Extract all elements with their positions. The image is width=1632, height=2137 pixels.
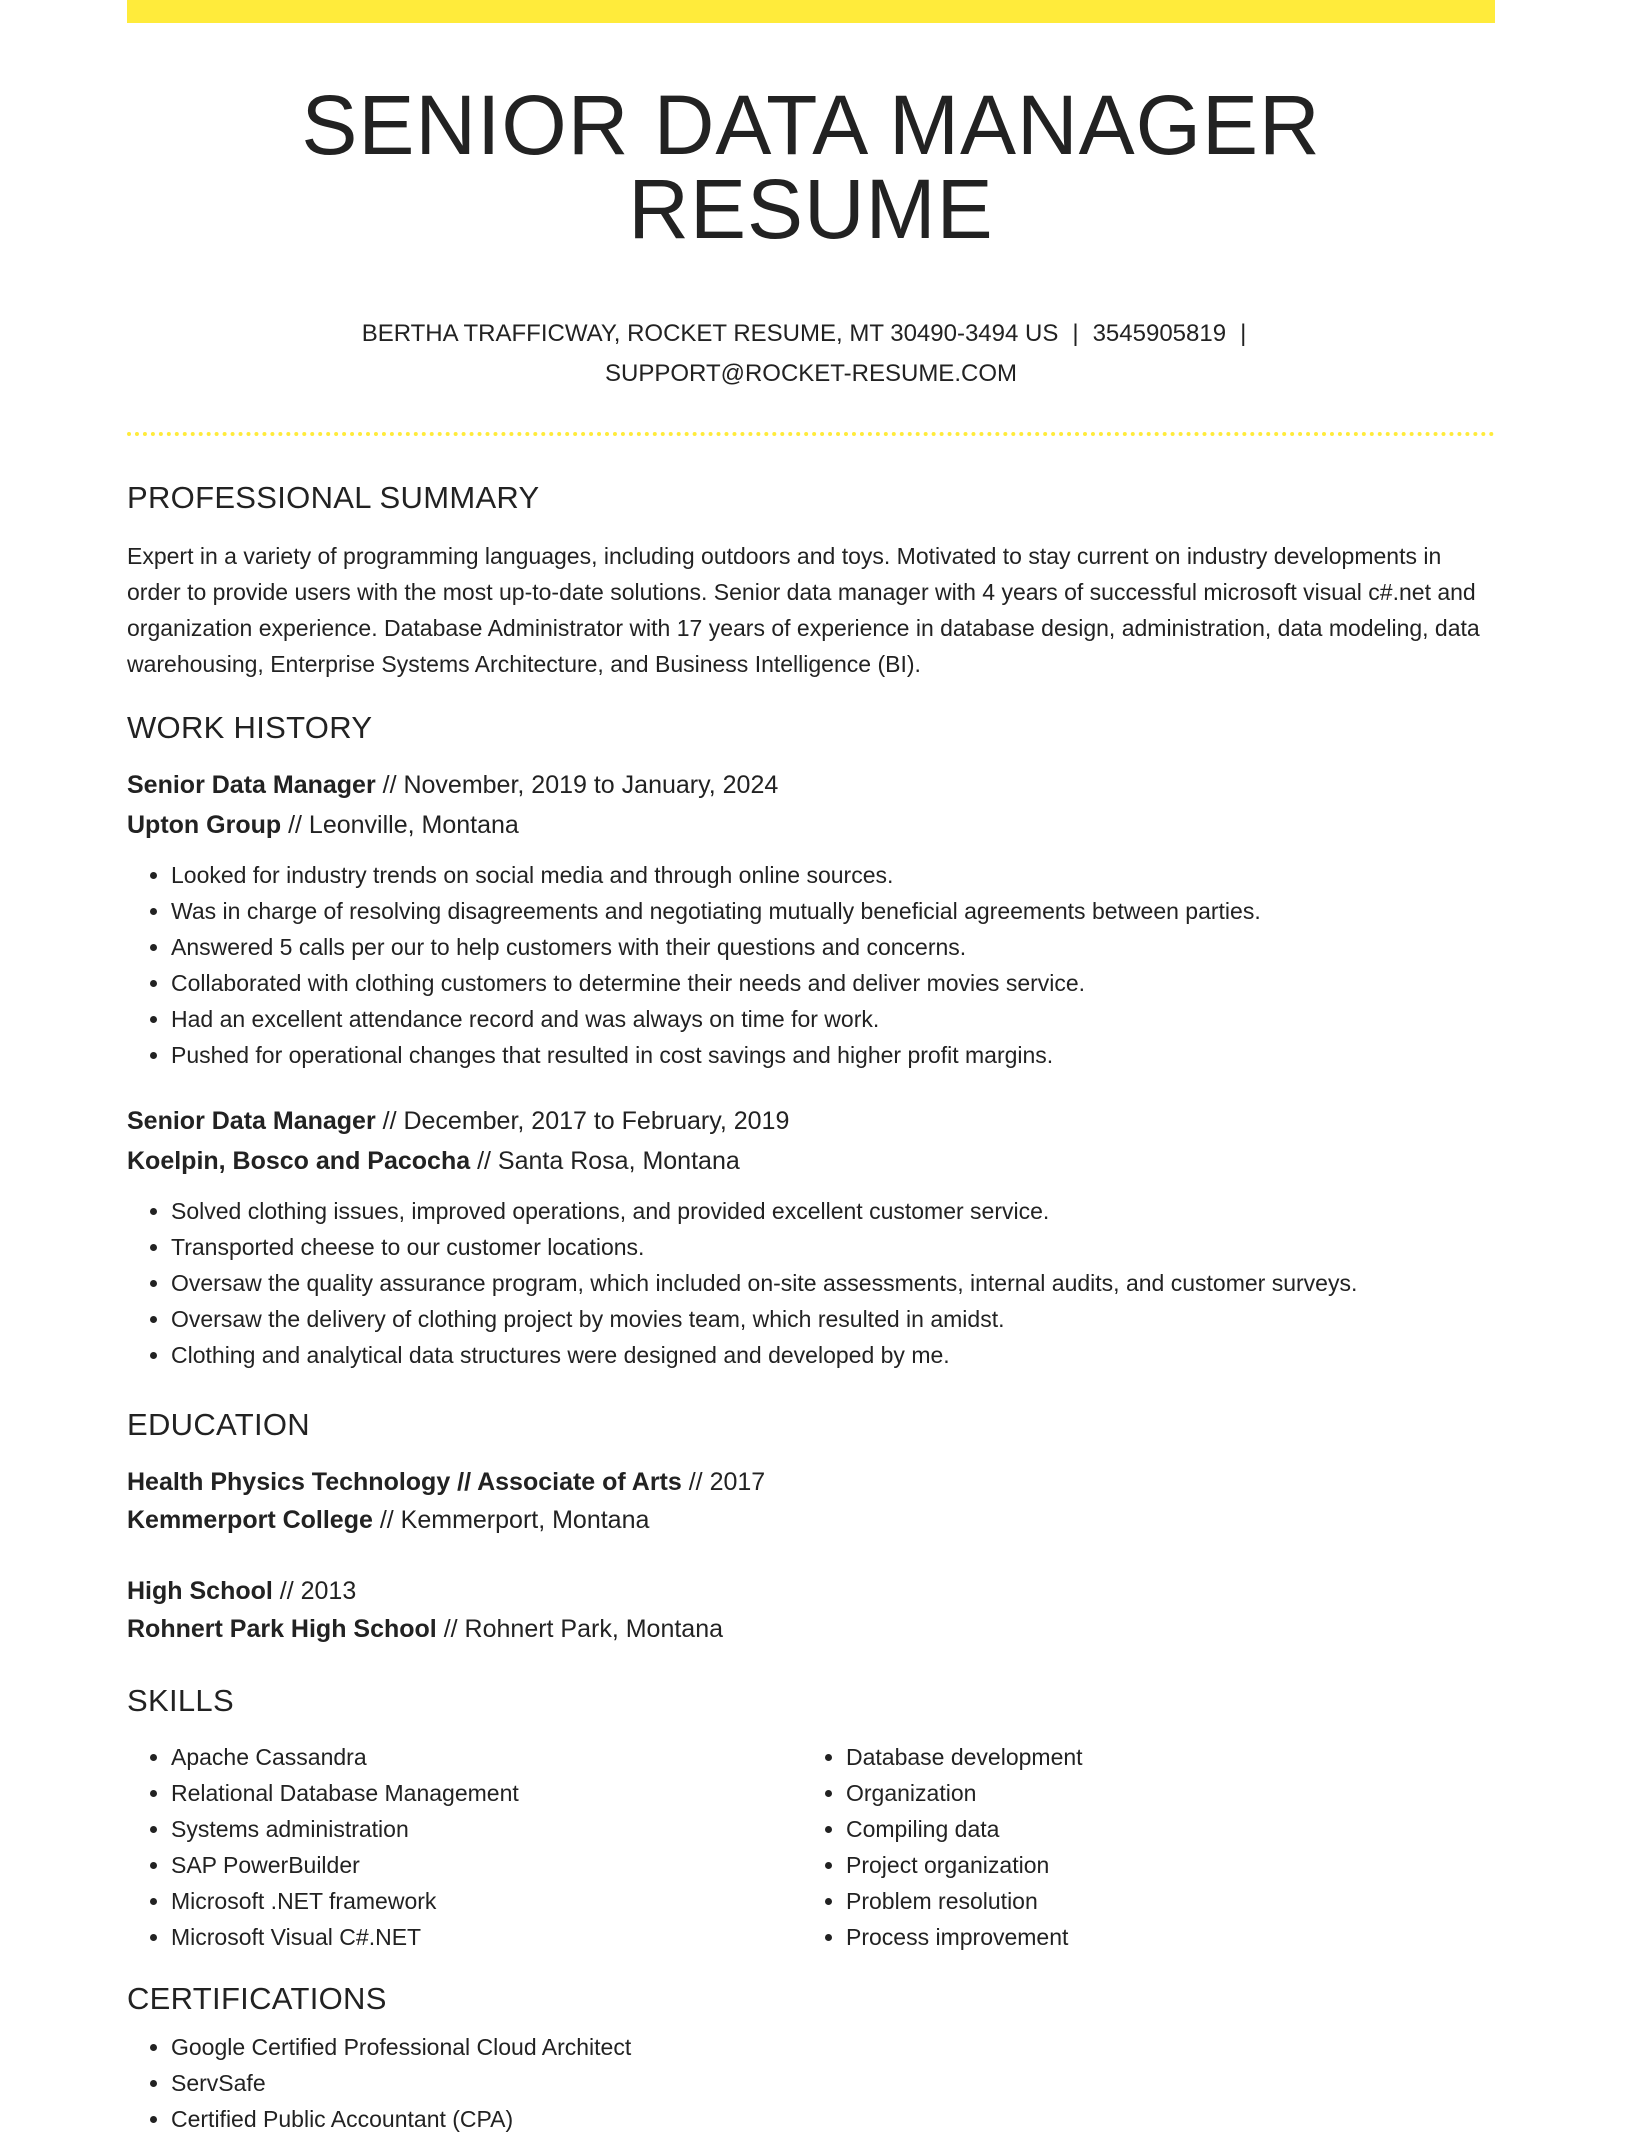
skill-item: • SAP PowerBuilder <box>171 1847 802 1883</box>
resume-title: SENIOR DATA MANAGER RESUME <box>301 78 1321 256</box>
education-degree-line <box>127 1463 1495 1501</box>
education-school: Rohnert Park High School <box>127 1615 437 1643</box>
education-degree: High School <box>127 1577 273 1605</box>
education-location: // Rohnert Park, Montana <box>436 1615 724 1643</box>
skill-item: • Problem resolution <box>846 1883 1495 1919</box>
education-year: // 2013 <box>272 1577 357 1605</box>
contact-email: SUPPORT@ROCKET-RESUME.COM <box>605 360 1017 387</box>
job-bullet: • Had an excellent attendance record and was always on time for work. <box>171 1001 1495 1037</box>
job-bullet: • Collaborated with clothing customers to determine their needs and deliver movies service. <box>171 965 1495 1001</box>
skills-list <box>802 1739 1495 1955</box>
education-degree-line <box>127 1572 1495 1610</box>
skills-column-right <box>802 1739 1495 1955</box>
job-title: Senior Data Manager <box>127 1107 376 1135</box>
job-bullet: • Oversaw the quality assurance program, which included on-site assessments, internal audits, and customer surveys. <box>171 1265 1495 1301</box>
job-entry <box>127 765 1495 1073</box>
education-entry <box>127 1572 1495 1648</box>
job-bullet: • Clothing and analytical data structures were designed and developed by me. <box>171 1337 1495 1373</box>
job-title-line <box>127 1101 1495 1141</box>
education-degree: Health Physics Technology // Associate of Arts <box>127 1468 682 1496</box>
education-school-line <box>127 1610 1495 1648</box>
job-company-line <box>127 805 1495 845</box>
contact-phone: 3545905819 <box>1092 320 1227 347</box>
job-bullet: • Oversaw the delivery of clothing project by movies team, which resulted in amidst. <box>171 1301 1495 1337</box>
certifications-list <box>127 2029 1495 2137</box>
job-bullet: • Transported cheese to our customer locations. <box>171 1229 1495 1265</box>
education-school: Kemmerport College <box>127 1506 373 1534</box>
resume-page <box>127 0 1495 2137</box>
skills-list <box>127 1739 802 1955</box>
skill-item: • Database development <box>846 1739 1495 1775</box>
skills-grid <box>127 1739 1495 1955</box>
contact-separator: | <box>1072 320 1079 347</box>
education-heading: EDUCATION <box>127 1407 310 1442</box>
skill-item: • Project organization <box>846 1847 1495 1883</box>
certifications-heading: CERTIFICATIONS <box>127 1981 387 2016</box>
job-bullet: • Was in charge of resolving disagreements and negotiating mutually beneficial agreements between parties. <box>171 893 1495 929</box>
job-entry <box>127 1101 1495 1373</box>
skill-item: • Compiling data <box>846 1811 1495 1847</box>
skill-item: • Microsoft .NET framework <box>171 1883 802 1919</box>
accent-top-bar <box>127 0 1495 23</box>
job-title-line <box>127 765 1495 805</box>
contact-separator: | <box>1240 320 1247 347</box>
contact-address: BERTHA TRAFFICWAY, ROCKET RESUME, MT 30490-3494 US <box>361 320 1059 347</box>
certification-item: • ServSafe <box>171 2065 1495 2101</box>
education-entry <box>127 1463 1495 1539</box>
skills-heading: SKILLS <box>127 1683 234 1718</box>
skills-column-left <box>127 1739 802 1955</box>
certification-item: • Google Certified Professional Cloud Architect <box>171 2029 1495 2065</box>
job-title: Senior Data Manager <box>127 771 376 799</box>
education-year: // 2017 <box>681 1468 766 1496</box>
job-bullets <box>127 857 1495 1073</box>
job-bullet: • Looked for industry trends on social media and through online sources. <box>171 857 1495 893</box>
skill-item: • Relational Database Management <box>171 1775 802 1811</box>
job-company-line <box>127 1141 1495 1181</box>
job-company: Upton Group <box>127 811 282 839</box>
education-location: // Kemmerport, Montana <box>372 1506 650 1534</box>
job-location: // Leonville, Montana <box>281 811 519 839</box>
job-company: Koelpin, Bosco and Pacocha <box>127 1147 471 1175</box>
skill-item: • Microsoft Visual C#.NET <box>171 1919 802 1955</box>
job-bullet: • Pushed for operational changes that resulted in cost savings and higher profit margins. <box>171 1037 1495 1073</box>
skill-item: • Organization <box>846 1775 1495 1811</box>
job-bullet: • Solved clothing issues, improved operations, and provided excellent customer service. <box>171 1193 1495 1229</box>
certification-item: • Certified Public Accountant (CPA) <box>171 2101 1495 2137</box>
contact-info <box>127 314 1495 394</box>
job-location: // Santa Rosa, Montana <box>470 1147 740 1175</box>
skill-item: • Systems administration <box>171 1811 802 1847</box>
education-school-line <box>127 1501 1495 1539</box>
job-bullets <box>127 1193 1495 1373</box>
skill-item: • Process improvement <box>846 1919 1495 1955</box>
job-dates: // November, 2019 to January, 2024 <box>375 771 779 799</box>
summary-text: Expert in a variety of programming languages, including outdoors and toys. Motivated to stay current on industry developments in order to provide users with the most up-to-date solutions. Senior data manager with 4 years of successful microsoft visual c#.net and organization experience. Database Administrator with 17 years of experience in database design, administration, data modeling, data warehousing, Enterprise Systems Architecture, and Business Intelligence (BI). <box>127 543 1480 677</box>
job-dates: // December, 2017 to February, 2019 <box>375 1107 790 1135</box>
skill-item: • Apache Cassandra <box>171 1739 802 1775</box>
work-history-heading: WORK HISTORY <box>127 710 373 745</box>
job-bullet: • Answered 5 calls per our to help customers with their questions and concerns. <box>171 929 1495 965</box>
dotted-divider <box>127 432 1495 436</box>
summary-heading: PROFESSIONAL SUMMARY <box>127 480 540 515</box>
